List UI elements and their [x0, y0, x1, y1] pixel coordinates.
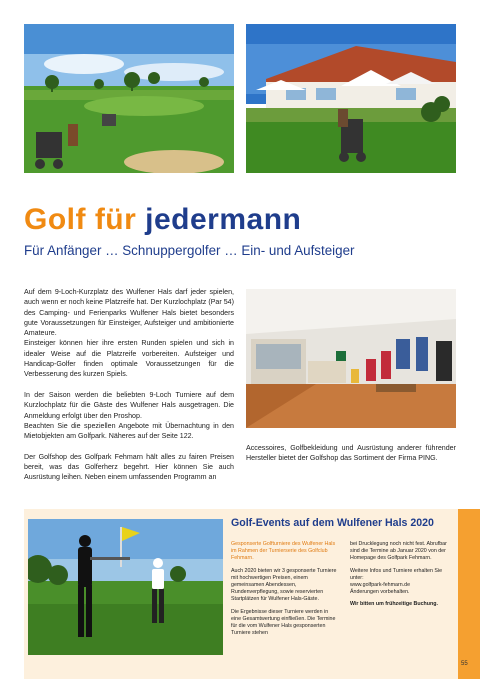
events-column-1: [231, 541, 339, 642]
photo-golfers: [28, 519, 223, 655]
events-title: Golf-Events auf dem Wulfener Hals 2020: [231, 517, 434, 529]
events-paragraph: Weitere Infos und Turniere erhalten Sie unter:: [350, 567, 443, 581]
body-paragraph: In der Saison werden die beliebten 9-Loch Turniere auf dem Kurzlochplatz für die Gäste des Wulfener Hals ausgetragen. Die Anmeldung erfolgt über den Proshop. Beachten Sie die speziellen Angebote mit Übernachtung in den Mietobjekten am Golfpark. Näheres auf der Seite 122.: [24, 390, 234, 441]
title-word-jedermann: jedermann: [145, 203, 302, 236]
events-paragraph: Änderungen vorbehalten.: [350, 589, 410, 596]
shop-text: Accessoires, Golfbekleidung und Ausrüstung anderer führender Hersteller bietet der Golfshop das Sortiment der Firma PING.: [246, 444, 456, 463]
events-column-2: [350, 541, 450, 614]
photo-golf-course: [24, 24, 234, 173]
events-paragraph: bei Drucklegung noch nicht fest. Abrufbar sind die Termine ab Januar 2020 von der Homepage des Golfpark Fehmarn.: [350, 541, 447, 562]
page-subtitle: Für Anfänger … Schnuppergolfer … Ein- und Aufsteiger: [24, 243, 355, 258]
body-paragraph: Der Golfshop des Golfpark Fehmarn hält alles zu fairen Preisen bereit, was das Golferherz begehrt. Hier können Sie auch Ausrüstung leihen. Neben einem umfassenden Programm an: [24, 452, 234, 482]
events-url[interactable]: www.golfpark-fehmarn.de: [350, 582, 411, 589]
events-cta: Wir bitten um frühzeitige Buchung.: [350, 601, 438, 608]
page-number: 55: [461, 661, 468, 667]
body-paragraph: Auf dem 9-Loch-Kurzplatz des Wulfener Hals darf jeder spielen, auch wenn er noch keine Platzreife hat. Der Kurzlochplatz (Par 54) des Camping- und Ferienparks Wulfener Hals bietet besonders gute Voraussetzungen für Einsteiger, Aufsteiger und ambitionierte Amateure. Einsteiger können hier ihre ersten Runden spielen und sich in idealer Weise auf die Platzreife vorbereiten. Aufsteiger und Handicap-Golfer finden optimale Voraussetzungen für die Verbesserung des kurzen Spiels.: [24, 288, 234, 379]
title-word-golf: Golf für: [24, 203, 137, 236]
body-text-column: [24, 287, 234, 483]
photo-clubhouse: [246, 24, 456, 173]
events-accent-stripe: [458, 509, 480, 679]
events-highlight: Gesponserte Golfturniere des Wulfener Hals im Rahmen der Turnierserie des Golfclub Fehmarn.: [231, 541, 336, 562]
events-paragraph: Die Ergebnisse dieser Turniere werden in eine Gesamtwertung einfließen. Die Termine für die vom Wulfener Hals gesponserten Turniere stehen: [231, 608, 336, 637]
events-paragraph: Auch 2020 bieten wir 3 gesponserte Turniere mit hochwertigen Preisen, einem gemeinsamen Abendessen, Rundenverpflegung, sowie reservierten Startplätzen für Wulfener Hals-Gäste.: [231, 567, 337, 603]
page-title: [24, 203, 301, 237]
photo-golfshop: [246, 289, 456, 428]
